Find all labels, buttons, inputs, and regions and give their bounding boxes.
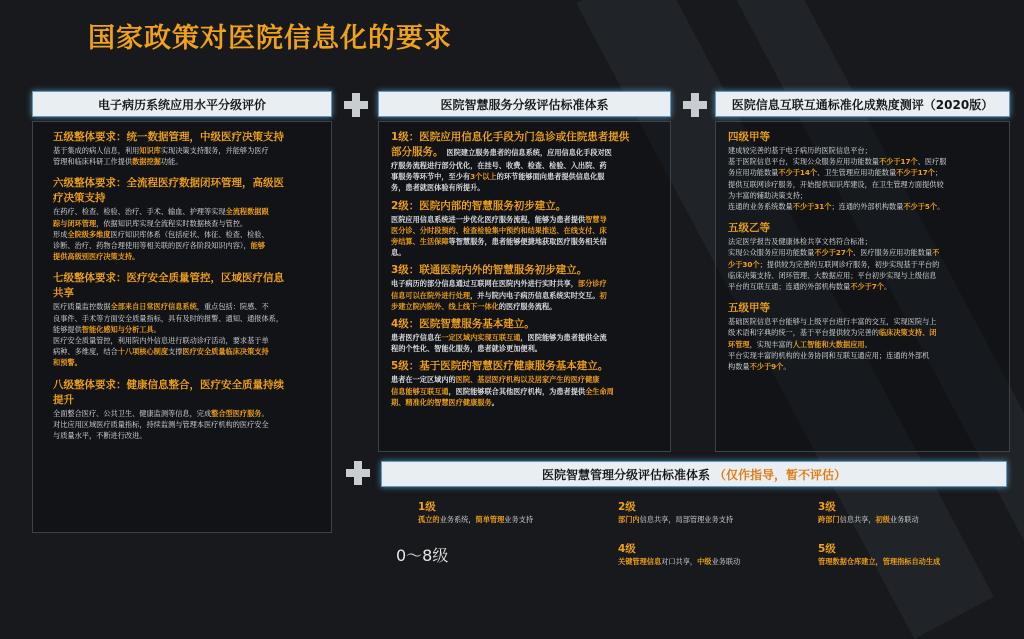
body-text: 。 [864,339,872,349]
body-text: ，重点包括：院感、不 [196,302,269,312]
section-line [53,324,321,335]
grade-heading: 四级甲等 [728,131,770,143]
emr-header [32,91,332,117]
highlight-text: 数据挖掘 [132,157,161,167]
grade-line [728,179,999,190]
management-header [381,461,1007,487]
body-text: 基础医院信息平台能够与上级平台进行丰富的交互，实现医院与上 [728,317,937,327]
section-heading: 六级整体要求：全流程医疗数据闭环管理，高级医 [53,177,284,190]
body-text: 、医疗服务应用功能数量 [853,248,933,258]
section-line [53,335,321,346]
body-text: 构数量 [728,362,750,372]
grade-line [728,361,999,372]
highlight-text: 信息可以在院外进行处理 [391,290,471,300]
body-text: ，依据知识库实现全流程实时数据核查与管控。 [96,218,248,228]
grade-line [728,316,999,327]
section-gap [53,262,321,271]
level-line [391,236,660,247]
highlight-text: 十八项核心制度 [117,347,169,357]
section-line [53,430,321,441]
interop-header [715,91,1010,117]
interop-header-label: 医院信息互联互通标准化成熟度测评（2020版） [731,97,994,112]
grade-line [728,281,999,292]
body-text: 务应用功能数量 [728,168,779,178]
body-text: 管理和临床科研工作提供 [53,157,133,167]
section-gap [53,369,321,378]
body-text: 功能。 [160,157,183,167]
highlight-text: 和预警。 [53,358,82,368]
highlight-text: 不少于5个 [903,202,938,212]
body-text: 患者在一定区域内的 [391,375,456,385]
emr-header-label: 电子病历系统应用水平分级评价 [97,97,266,112]
section-line [53,357,321,368]
grade-line [728,190,999,201]
body-text: ，并与院内电子病历信息系统实时交互。 [470,290,600,300]
highlight-text: 全部来自日常医疗信息系统 [110,302,197,312]
body-text: 诊断、治疗、药物合理使用等相关联的医疗各阶段知识内容）， [53,241,251,251]
grade-line [728,270,999,281]
level-heading: 2级：医院内部的智慧服务初步建立。 [391,199,567,212]
body-text: 事服务等环节中，至少有 [391,172,471,182]
body-text: 形成 [53,229,68,239]
section-line [53,240,321,251]
grade-line [728,145,999,156]
section-line [53,313,321,324]
level-line [391,386,660,397]
section-heading: 五级整体要求：统一数据管理，中级医疗决策支持 [53,131,284,143]
level-line [391,290,660,301]
highlight-text: 初 [599,290,607,300]
highlight-text: 步建立院内院外、线上线下一体化 [391,301,499,311]
highlight-text: 中级 [697,557,712,566]
level-line [391,332,660,343]
highlight-text: 不少于17个 [896,168,935,178]
body-text: ；连通的外部机构数量 [831,202,904,212]
grade-line [728,327,999,338]
grade-line [728,350,999,361]
highlight-text: 部分诊疗 [577,279,607,289]
body-text: 对比应用区域医疗质量指标，持续监测与管理本医疗机构的医疗安全 [53,419,269,429]
body-text: 建成较完善的基于电子病历的医院信息平台； [728,146,872,155]
body-text: 。 [261,408,269,418]
section-heading: 共享 [53,287,74,300]
plus-icon [344,93,368,117]
group-gap [728,292,999,301]
management-level-heading: 5级 [818,543,836,555]
body-text: 级术语和字典的统一，基于平台提供较为完善的 [728,328,879,338]
highlight-text: 提供高级别医疗决策支持。 [53,252,140,262]
grade-line [728,247,999,258]
level-heading-tail: 部分服务。 [391,146,444,158]
section-line [53,206,321,217]
management-level-heading: 1级 [418,501,436,513]
highlight-text: 不 [932,248,940,258]
management-level-heading: 4级 [618,543,636,555]
grade-line [728,339,999,350]
body-text: 的环节能够面向患者提供信息化服 [496,172,605,182]
body-text: ；提供较为完善的互联网诊疗服务，初步实现基于平台的 [759,259,940,269]
body-text: 支撑 [168,347,183,357]
body-text: 业务联动 [889,515,919,524]
body-text: 在药疗、检查、检验、治疗、手术、输血、护理等实现 [53,207,226,217]
section-line [53,156,321,167]
body-text: ，医院能够联合其他医疗机构，为患者提供 [448,386,586,396]
highlight-text: 能够 [250,241,266,251]
body-text: 良事件、手术等方面安全质量指标，具有及时的报警、通知、通报体系， [53,313,284,323]
body-text: 。 [783,362,791,372]
management-level-desc [818,556,940,567]
highlight-text: 信息能够互联互通 [391,386,449,396]
body-text: ，实现丰富的 [749,339,793,349]
level-heading-cont [391,145,660,160]
body-text: 的医疗服务流程。 [498,301,557,311]
body-text: 对口共享， [661,557,698,566]
level-line [391,182,660,193]
highlight-text: 知识库 [139,146,161,155]
highlight-text: 医疗安全质量临床决策支持 [182,347,269,357]
section-heading: 提升 [53,393,74,406]
section-line [53,419,321,430]
highlight-text: 不少于31个 [792,202,832,212]
body-text: 疗服务流程进行部分优化，在挂号、收费、检查、检验、入出院、药 [391,161,607,170]
highlight-text: 不少于27个 [814,248,854,258]
body-text: 息。 [391,248,406,258]
section-line [53,408,321,419]
body-text: 提供互联网诊疗服务，开始提供知识库建设，在卫生管理方面提供较 [728,179,944,189]
highlight-text: 关键管理信息 [618,557,662,566]
grade-line [728,259,999,270]
management-level-desc [618,514,733,525]
highlight-text: 一定区域内实现互联互通 [441,333,521,343]
body-text: 业务联动 [711,557,741,566]
body-text: 信息共享， [839,515,876,524]
body-text: 连通的业务系统数量 [728,202,793,212]
level-heading: 1级：医院应用信息化手段为门急诊或住院患者提供 [391,131,630,143]
highlight-text: 全流程数据跟 [225,207,269,217]
body-text: 。 [491,397,499,407]
grade-line [728,236,999,247]
highlight-text: 全院级多维度 [67,229,111,239]
body-text: 医疗知识库体系（包括症状、体征、检查、检验、 [110,229,269,239]
grade-heading: 五级甲等 [728,302,770,315]
section-heading: 八级整体要求：健康信息整合，医疗安全质量持续 [53,378,284,391]
management-level [418,500,533,525]
highlight-text: 跨部门 [818,515,840,524]
level-line [391,374,660,385]
highlight-text: 环管理 [728,339,750,349]
body-text: 。 [153,324,161,334]
body-text: 业务支持 [504,515,534,524]
level-line [391,214,660,225]
management-level [818,542,940,567]
body-text: 。 [883,282,892,292]
grade-line [728,167,999,178]
body-text: ，医院能够为患者提供全流 [520,333,607,343]
level-line [391,397,660,408]
level-line [391,247,660,258]
highlight-text: 不少于7个 [850,282,884,292]
body-text: 业务系统， [439,515,476,524]
body-text: 、卫生管理应用功能数量 [817,168,897,178]
highlight-text: 智慧导 [585,214,607,224]
level-heading: 3级：联通医院内外的智慧服务初步建立。 [391,264,588,277]
level-heading: 4级：医院智慧服务基本建立。 [391,318,535,331]
management-level-heading: 2级 [618,501,636,513]
emr-panel [32,121,332,533]
body-text: 等智慧服务，患者能够便捷地获取医疗服务相关信 [448,237,607,247]
body-text: 信息共享，局部管理业务支持 [639,515,734,524]
body-text: 实现决策支持服务，并能够为医疗 [160,146,269,155]
body-text: 电子病历的部分信息通过互联网在医院内外进行实时共享， [391,279,578,289]
highlight-text: 期、精准化的智慧医疗健康服务 [391,397,492,407]
section-line [53,218,321,229]
management-header-note: （仅作指导，暂不评估） [714,467,847,482]
body-text: 医院应用信息系统进一步优化医疗服务流程，能够为患者提供 [391,214,586,224]
group-gap [728,212,999,221]
body-text: 为丰富的辅助决策支持； [728,190,808,200]
level-inline-text: 医院建立服务患者的信息系统，应用信息化手段对医 [446,148,612,157]
body-text: 医疗安全质量管控，利用院内外信息进行联动诊疗活动，要求基于单 [53,336,269,346]
body-text: 程的个性化、智能化服务，患者就诊更加便利。 [391,344,542,354]
body-text: 与质量水平，不断进行改进。 [53,431,147,441]
highlight-text: 3个以上 [470,172,497,182]
section-line [53,301,321,312]
body-text: 基于医院信息平台，实现公众服务应用功能数量 [728,157,879,167]
highlight-text: 少于30个 [728,259,760,269]
management-level-desc [418,514,533,525]
highlight-text: 医分诊、分时段预约、检查检验集中预约和结果推送、在线支付、床 [391,225,607,235]
body-text: 务，患者就医体验有所提升。 [391,183,485,193]
highlight-text: 初级 [875,515,890,524]
level-line [391,160,660,171]
page-title: 国家政策对医院信息化的要求 [88,23,452,54]
highlight-text: 孤立的 [418,515,440,524]
body-text: 能够提供 [53,324,82,334]
plus-icon [346,461,370,485]
body-text: ； [934,168,943,178]
level-heading: 5级：基于医院的智慧医疗健康服务基本建立。 [391,360,609,373]
grade-heading: 五级乙等 [728,222,770,235]
highlight-text: 简单管理 [475,515,505,524]
body-text: 平台实现丰富的机构的业务协同和互联互通应用；连通的外部机 [728,350,930,360]
section-line [53,145,321,156]
level-line [391,171,660,182]
smart-service-header [378,91,671,117]
management-level-heading: 3级 [818,501,836,513]
section-line [53,251,321,262]
highlight-text: 全生命周 [585,386,614,396]
body-text: 法定医学报告及健康体检共享文档符合标准； [728,237,872,247]
management-level [618,500,733,525]
level-line [391,225,660,236]
body-text: 。 [937,202,945,212]
highlight-text: 临床决策支持、闭 [878,328,937,338]
highlight-text: 医院、基层医疗机构以及居家产生的医疗健康 [455,375,600,385]
highlight-text: 不少于9个 [749,362,784,372]
level-line [391,343,660,354]
smart-service-panel [378,121,671,452]
highlight-text: 不少于14个 [778,168,818,178]
highlight-text: 整合型医疗服务 [211,408,262,418]
body-text: 患者医疗信息在 [391,333,442,343]
management-level [818,500,919,525]
interop-panel [715,121,1010,452]
body-text: 临床决策支持、闭环管理、大数据应用；平台初步实现与上级信息 [728,270,937,280]
section-heading: 疗决策支持 [53,192,106,205]
section-line [53,346,321,357]
management-header-label: 医院智慧管理分级评估标准体系 [541,467,710,482]
highlight-text: 智能化感知与分析工具 [81,324,154,334]
highlight-text: 管理数据仓库建立，管理指标自动生成 [818,557,941,566]
highlight-text: 人工智能和大数据应用 [792,339,865,349]
body-text: 平台的互联互通；连通的外部机构数量 [728,282,851,292]
level-range: 0～8级 [396,546,449,565]
body-text: 全面整合医疗、公共卫生、健康监测等信息，完成 [53,408,212,418]
body-text: 实现公众服务应用功能数量 [728,248,815,258]
smart-service-header-label: 医院智慧服务分级评估标准体系 [440,97,609,112]
highlight-text: 不少于17个 [878,157,918,167]
highlight-text: 踪与闭环管理 [53,218,97,228]
section-line [53,229,321,240]
body-text: 医疗质量监控数据 [53,302,111,312]
level-line [391,278,660,289]
management-level-desc [618,556,740,567]
body-text: 病种、多维度，结合 [53,347,118,357]
grade-line [728,201,999,212]
highlight-text: 部门内 [618,515,640,524]
section-gap [53,167,321,176]
section-heading: 七级整体要求：医疗安全质量管控，区域医疗信息 [53,272,284,285]
grade-line [728,156,999,167]
management-level [618,542,740,567]
level-line [391,301,660,312]
body-text: 基于集成的病人信息，利用 [53,146,140,155]
management-level-desc [818,514,919,525]
body-text: 、医疗服 [917,157,947,167]
plus-icon [683,93,707,117]
highlight-text: 旁结算、生活保障 [391,237,449,247]
